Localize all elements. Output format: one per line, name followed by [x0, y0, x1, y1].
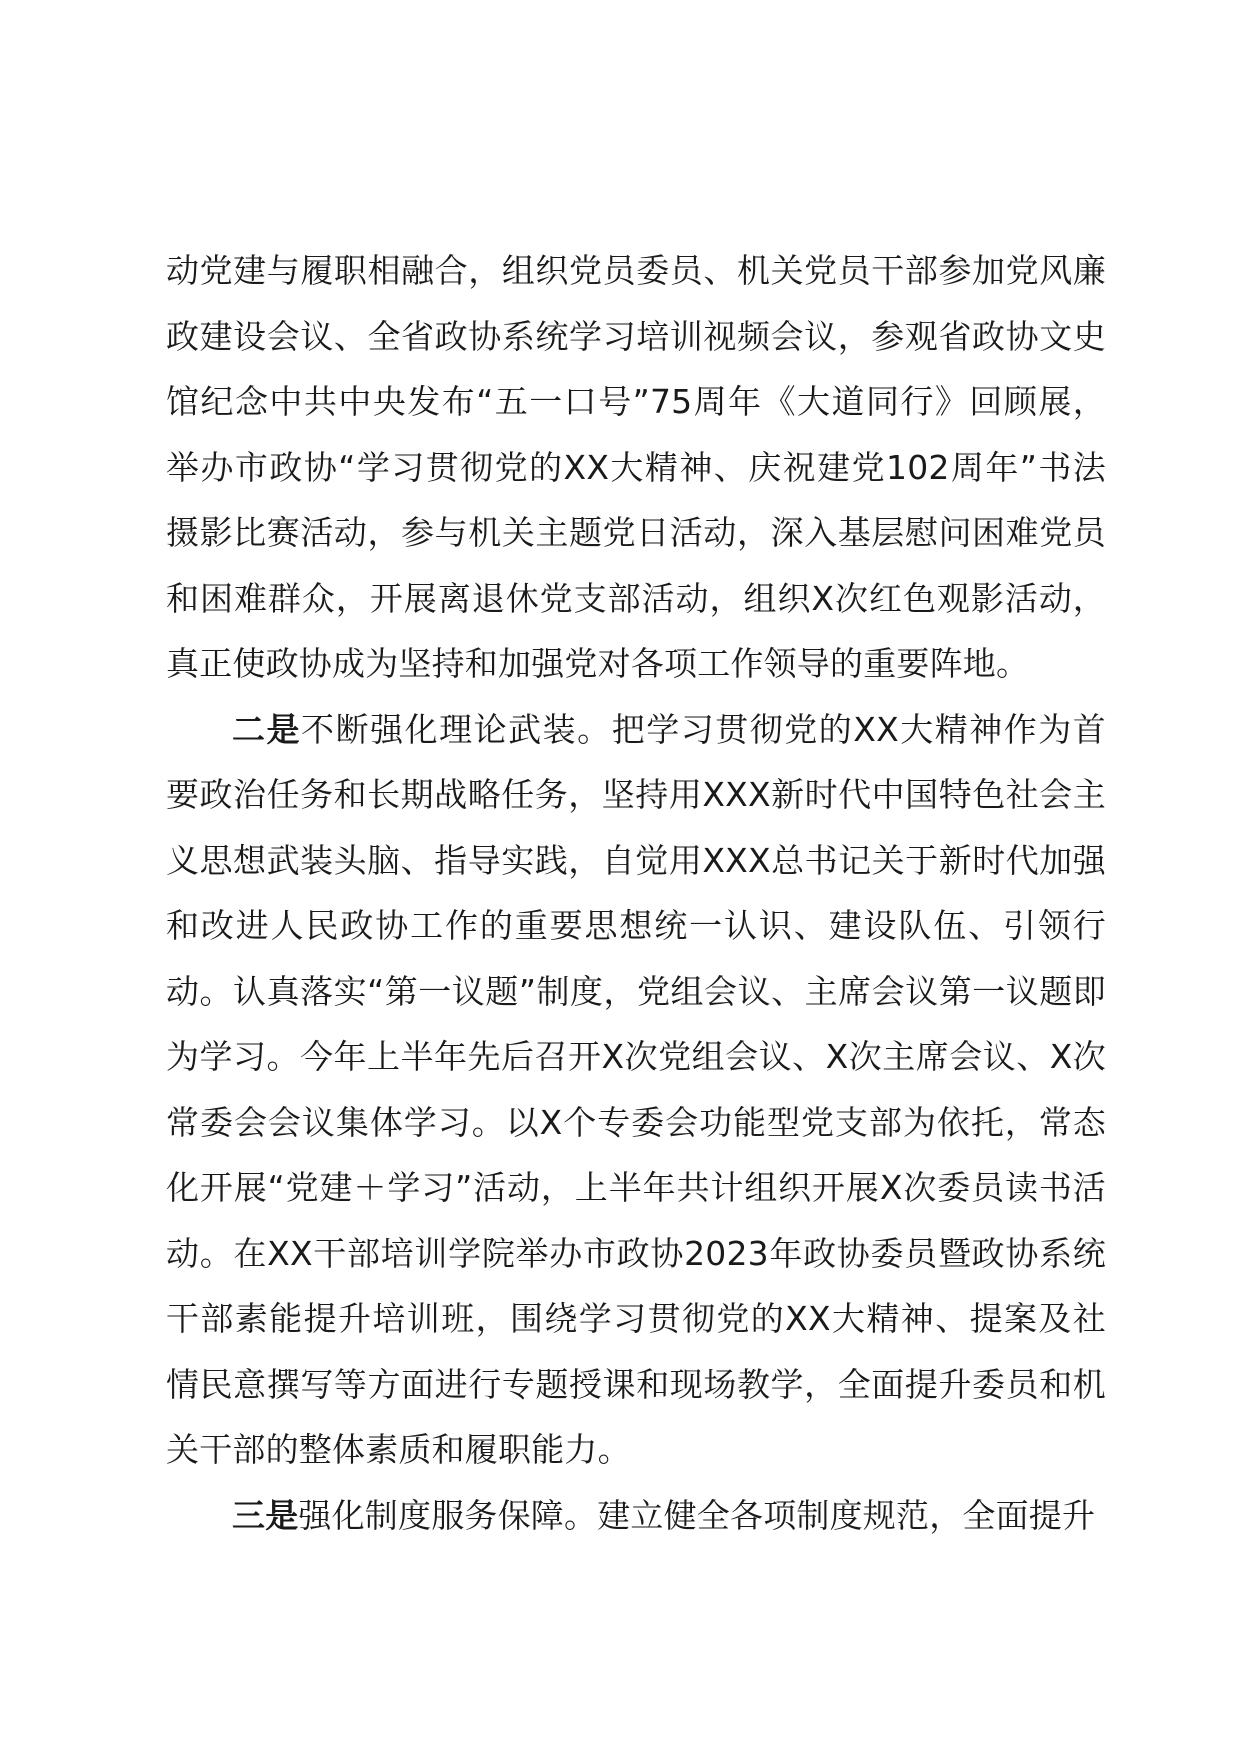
paragraph-3-text: 强化制度服务保障。建立健全各项制度规范，全面提升	[298, 1495, 1096, 1535]
paragraph-2	[166, 697, 1106, 1483]
paragraph-3	[166, 1483, 1106, 1549]
paragraph-2-text: 不断强化理论武装。把学习贯彻党的XX大精神作为首要政治任务和长期战略任务，坚持用XXX新时代中国特色社会主义思想武装头脑、指导实践，自觉用XXX总书记关于新时代加强和改进人民政协工作的重要思想统一认识、建设队伍、引领行动。认真落实“第一议题”制度，党组会议、主席会议第一议题即为学习。今年上半年先后召开X次党组会议、X次主席会议、X次常委会会议集体学习。以X个专委会功能型党支部为依托，常态化开展“党建＋学习”活动，上半年共计组织开展X次委员读书活动。在XX干部培训学院举办市政协2023年政协委员暨政协系统干部素能提升培训班，围绕学习贯彻党的XX大精神、提案及社情民意撰写等方面进行专题授课和现场教学，全面提升委员和机关干部的整体素质和履职能力。	[166, 709, 1107, 1469]
paragraph-1	[166, 238, 1106, 697]
paragraph-3-lead: 三是	[232, 1495, 299, 1535]
body-text	[166, 238, 1106, 1548]
paragraph-1-text: 动党建与履职相融合，组织党员委员、机关党员干部参加党风廉政建设会议、全省政协系统学习培训视频会议，参观省政协文史馆纪念中共中央发布“五一口号”75周年《大道同行》回顾展，举办市政协“学习贯彻党的XX大精神、庆祝建党102周年”书法摄影比赛活动，参与机关主题党日活动，深入基层慰问困难党员和困难群众，开展离退休党支部活动，组织X次红色观影活动，真正使政协成为坚持和加强党对各项工作领导的重要阵地。	[166, 251, 1106, 683]
paragraph-2-lead: 二是	[232, 709, 302, 749]
